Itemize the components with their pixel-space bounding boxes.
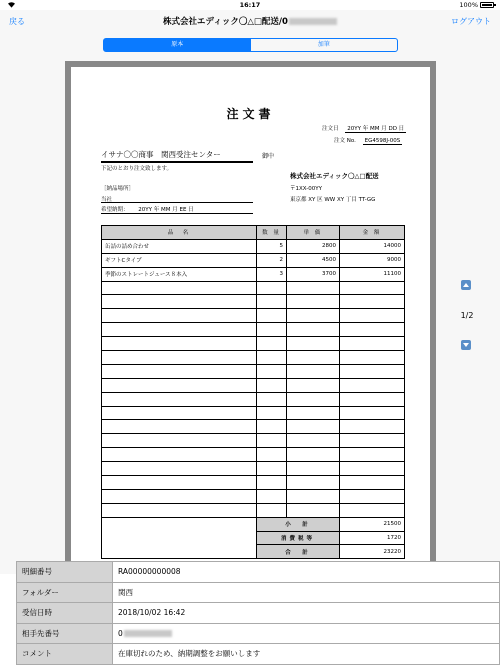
col-price: 単 価	[287, 226, 340, 240]
empty-cell	[287, 351, 340, 365]
table-row-empty	[102, 392, 405, 406]
issuer-company: 株式会社エディック〇△□配送	[290, 172, 379, 180]
total-value: 23220	[340, 545, 405, 559]
detail-row	[17, 644, 500, 665]
logout-button[interactable]: ログアウト	[451, 17, 491, 26]
prev-page-button[interactable]	[461, 280, 471, 290]
battery-percent: 100%	[459, 1, 478, 9]
document-title: 注文書	[226, 107, 275, 121]
empty-cell	[287, 364, 340, 378]
redacted-number	[124, 630, 172, 637]
delivery-place-label: ［納品場所］	[101, 186, 135, 192]
detail-value	[113, 623, 500, 644]
col-qty: 数 量	[257, 226, 287, 240]
order-date: 20YY 年 MM 月 DD 日	[347, 126, 405, 132]
detail-row	[17, 582, 500, 603]
empty-cell	[287, 378, 340, 392]
item-name: 缶詰の詰め合わせ	[102, 239, 257, 253]
detail-table	[16, 561, 500, 665]
detail-value	[113, 644, 500, 665]
detail-value-text: 2018/10/02 16:42	[118, 608, 186, 618]
detail-value-text: 0	[118, 628, 123, 638]
delivery-place: 当社	[101, 197, 113, 203]
empty-cell	[257, 309, 287, 323]
empty-cell	[340, 503, 405, 517]
order-no-label: 注文 No.	[334, 138, 356, 144]
battery-icon	[480, 2, 494, 8]
empty-cell	[257, 295, 287, 309]
empty-cell	[340, 281, 405, 295]
empty-cell	[102, 448, 257, 462]
item-name: 季節のストレートジュース８本入	[102, 267, 257, 281]
detail-key: 受信日時	[17, 603, 113, 624]
table-header-row	[102, 226, 405, 240]
issuer-postal: 〒1XX-00YY	[290, 186, 322, 192]
empty-cell	[287, 489, 340, 503]
desired-date-underline	[101, 213, 253, 214]
empty-cell	[287, 337, 340, 351]
detail-key: 明細番号	[17, 562, 113, 583]
empty-cell	[257, 392, 287, 406]
empty-cell	[102, 378, 257, 392]
empty-cell	[287, 406, 340, 420]
empty-cell	[257, 406, 287, 420]
empty-cell	[102, 503, 257, 517]
table-row-empty	[102, 281, 405, 295]
customer-underline	[101, 161, 253, 163]
col-amount: 金 額	[340, 226, 405, 240]
issuer-address: 東京都 XY 区 WW XY 丁目 TT-GG	[290, 197, 376, 203]
empty-cell	[287, 392, 340, 406]
empty-cell	[340, 406, 405, 420]
item-name: ギフトCタイプ	[102, 253, 257, 267]
page-indicator: 1/2	[460, 311, 474, 320]
table-row-empty	[102, 378, 405, 392]
table-row-empty	[102, 406, 405, 420]
empty-cell	[257, 351, 287, 365]
detail-value	[113, 562, 500, 583]
order-no-row	[334, 136, 402, 145]
view-segmented-control	[103, 38, 398, 52]
status-time: 16:17	[239, 1, 261, 9]
empty-cell	[257, 489, 287, 503]
empty-cell	[340, 337, 405, 351]
empty-cell	[287, 323, 340, 337]
empty-cell	[287, 476, 340, 490]
empty-cell	[257, 503, 287, 517]
customer-name: イサナ〇〇商事 関西受注センター	[101, 150, 221, 159]
table-row-empty	[102, 489, 405, 503]
desired-date-row	[101, 205, 194, 213]
empty-cell	[102, 489, 257, 503]
table-row-empty	[102, 448, 405, 462]
page-title-text: 株式会社エディック〇△□配送/0	[163, 17, 288, 27]
empty-cell	[340, 378, 405, 392]
nav-bar	[0, 10, 500, 32]
table-row-empty	[102, 476, 405, 490]
detail-value-text: 関西	[118, 587, 133, 597]
detail-row	[17, 603, 500, 624]
table-row-empty	[102, 420, 405, 434]
empty-cell	[257, 420, 287, 434]
table-row	[102, 267, 405, 281]
document-viewer[interactable]	[0, 56, 500, 577]
empty-cell	[287, 462, 340, 476]
empty-cell	[340, 309, 405, 323]
order-note: 下記のとおり注文致します。	[101, 166, 173, 172]
empty-cell	[102, 337, 257, 351]
empty-cell	[257, 337, 287, 351]
detail-value	[113, 582, 500, 603]
order-table	[101, 225, 405, 559]
empty-cell	[257, 323, 287, 337]
empty-cell	[287, 295, 340, 309]
empty-cell	[340, 448, 405, 462]
empty-cell	[287, 434, 340, 448]
table-row-empty	[102, 364, 405, 378]
desired-date: 20YY 年 MM 月 EE 日	[138, 207, 194, 213]
item-price: 3700	[287, 267, 340, 281]
desired-date-label: 希望納期：	[101, 207, 129, 213]
empty-cell	[340, 434, 405, 448]
detail-row	[17, 623, 500, 644]
detail-panel[interactable]	[0, 567, 500, 667]
empty-cell	[287, 309, 340, 323]
empty-cell	[102, 323, 257, 337]
empty-cell	[340, 489, 405, 503]
item-amount: 14000	[340, 239, 405, 253]
empty-cell	[102, 406, 257, 420]
table-row	[102, 239, 405, 253]
empty-cell	[257, 448, 287, 462]
empty-cell	[102, 364, 257, 378]
empty-cell	[287, 503, 340, 517]
fax-page	[71, 67, 430, 563]
order-no: EG4598J-00S	[364, 138, 401, 144]
empty-cell	[340, 462, 405, 476]
empty-cell	[102, 392, 257, 406]
empty-cell	[102, 476, 257, 490]
empty-cell	[102, 281, 257, 295]
table-row	[102, 253, 405, 267]
table-row-empty	[102, 309, 405, 323]
empty-cell	[102, 434, 257, 448]
next-page-button[interactable]	[461, 340, 471, 350]
detail-value-text: RA00000000008	[118, 567, 181, 577]
empty-cell	[340, 295, 405, 309]
item-amount: 11100	[340, 267, 405, 281]
empty-cell	[257, 378, 287, 392]
detail-value-text: 在庫切れのため、納期調整をお願いします	[118, 649, 261, 659]
table-row-empty	[102, 503, 405, 517]
empty-cell	[257, 462, 287, 476]
detail-value	[113, 603, 500, 624]
empty-cell	[340, 364, 405, 378]
subtotal-label: 小 計	[257, 517, 340, 531]
tab-original[interactable]: 原本	[104, 39, 251, 51]
subtotal-row	[102, 517, 405, 531]
item-qty: 5	[257, 239, 287, 253]
empty-cell	[340, 392, 405, 406]
tab-annotated[interactable]: 加筆	[317, 41, 330, 48]
table-row-empty	[102, 462, 405, 476]
empty-cell	[102, 295, 257, 309]
empty-cell	[102, 420, 257, 434]
tax-value: 1720	[340, 531, 405, 545]
item-price: 4500	[287, 253, 340, 267]
summary-blank	[102, 517, 257, 559]
table-row-empty	[102, 434, 405, 448]
detail-key: コメント	[17, 644, 113, 665]
item-qty: 2	[257, 253, 287, 267]
detail-key: 相手先番号	[17, 623, 113, 644]
status-bar	[0, 0, 500, 10]
empty-cell	[287, 420, 340, 434]
empty-cell	[340, 476, 405, 490]
empty-cell	[257, 434, 287, 448]
table-row-empty	[102, 323, 405, 337]
table-row-empty	[102, 351, 405, 365]
order-date-label: 注文日	[322, 126, 339, 132]
empty-cell	[102, 309, 257, 323]
detail-row	[17, 562, 500, 583]
segment-bar	[0, 32, 500, 56]
empty-cell	[340, 323, 405, 337]
redacted-number	[289, 18, 337, 25]
honorific: 御中	[262, 153, 275, 160]
empty-cell	[340, 351, 405, 365]
item-qty: 3	[257, 267, 287, 281]
empty-cell	[287, 448, 340, 462]
back-button[interactable]: 戻る	[9, 17, 25, 26]
page-title	[0, 15, 500, 27]
empty-cell	[102, 351, 257, 365]
empty-cell	[257, 281, 287, 295]
empty-cell	[257, 364, 287, 378]
empty-cell	[340, 420, 405, 434]
table-row-empty	[102, 295, 405, 309]
tax-label: 消費税等	[257, 531, 340, 545]
empty-cell	[287, 281, 340, 295]
col-item-name: 品 名	[102, 226, 257, 240]
order-date-row	[322, 124, 406, 133]
item-price: 2800	[287, 239, 340, 253]
page-frame	[65, 61, 436, 569]
total-label: 合 計	[257, 545, 340, 559]
item-amount: 9000	[340, 253, 405, 267]
empty-cell	[257, 476, 287, 490]
empty-cell	[102, 462, 257, 476]
table-row-empty	[102, 337, 405, 351]
subtotal-value: 21500	[340, 517, 405, 531]
detail-key: フォルダー	[17, 582, 113, 603]
delivery-underline	[101, 202, 253, 203]
